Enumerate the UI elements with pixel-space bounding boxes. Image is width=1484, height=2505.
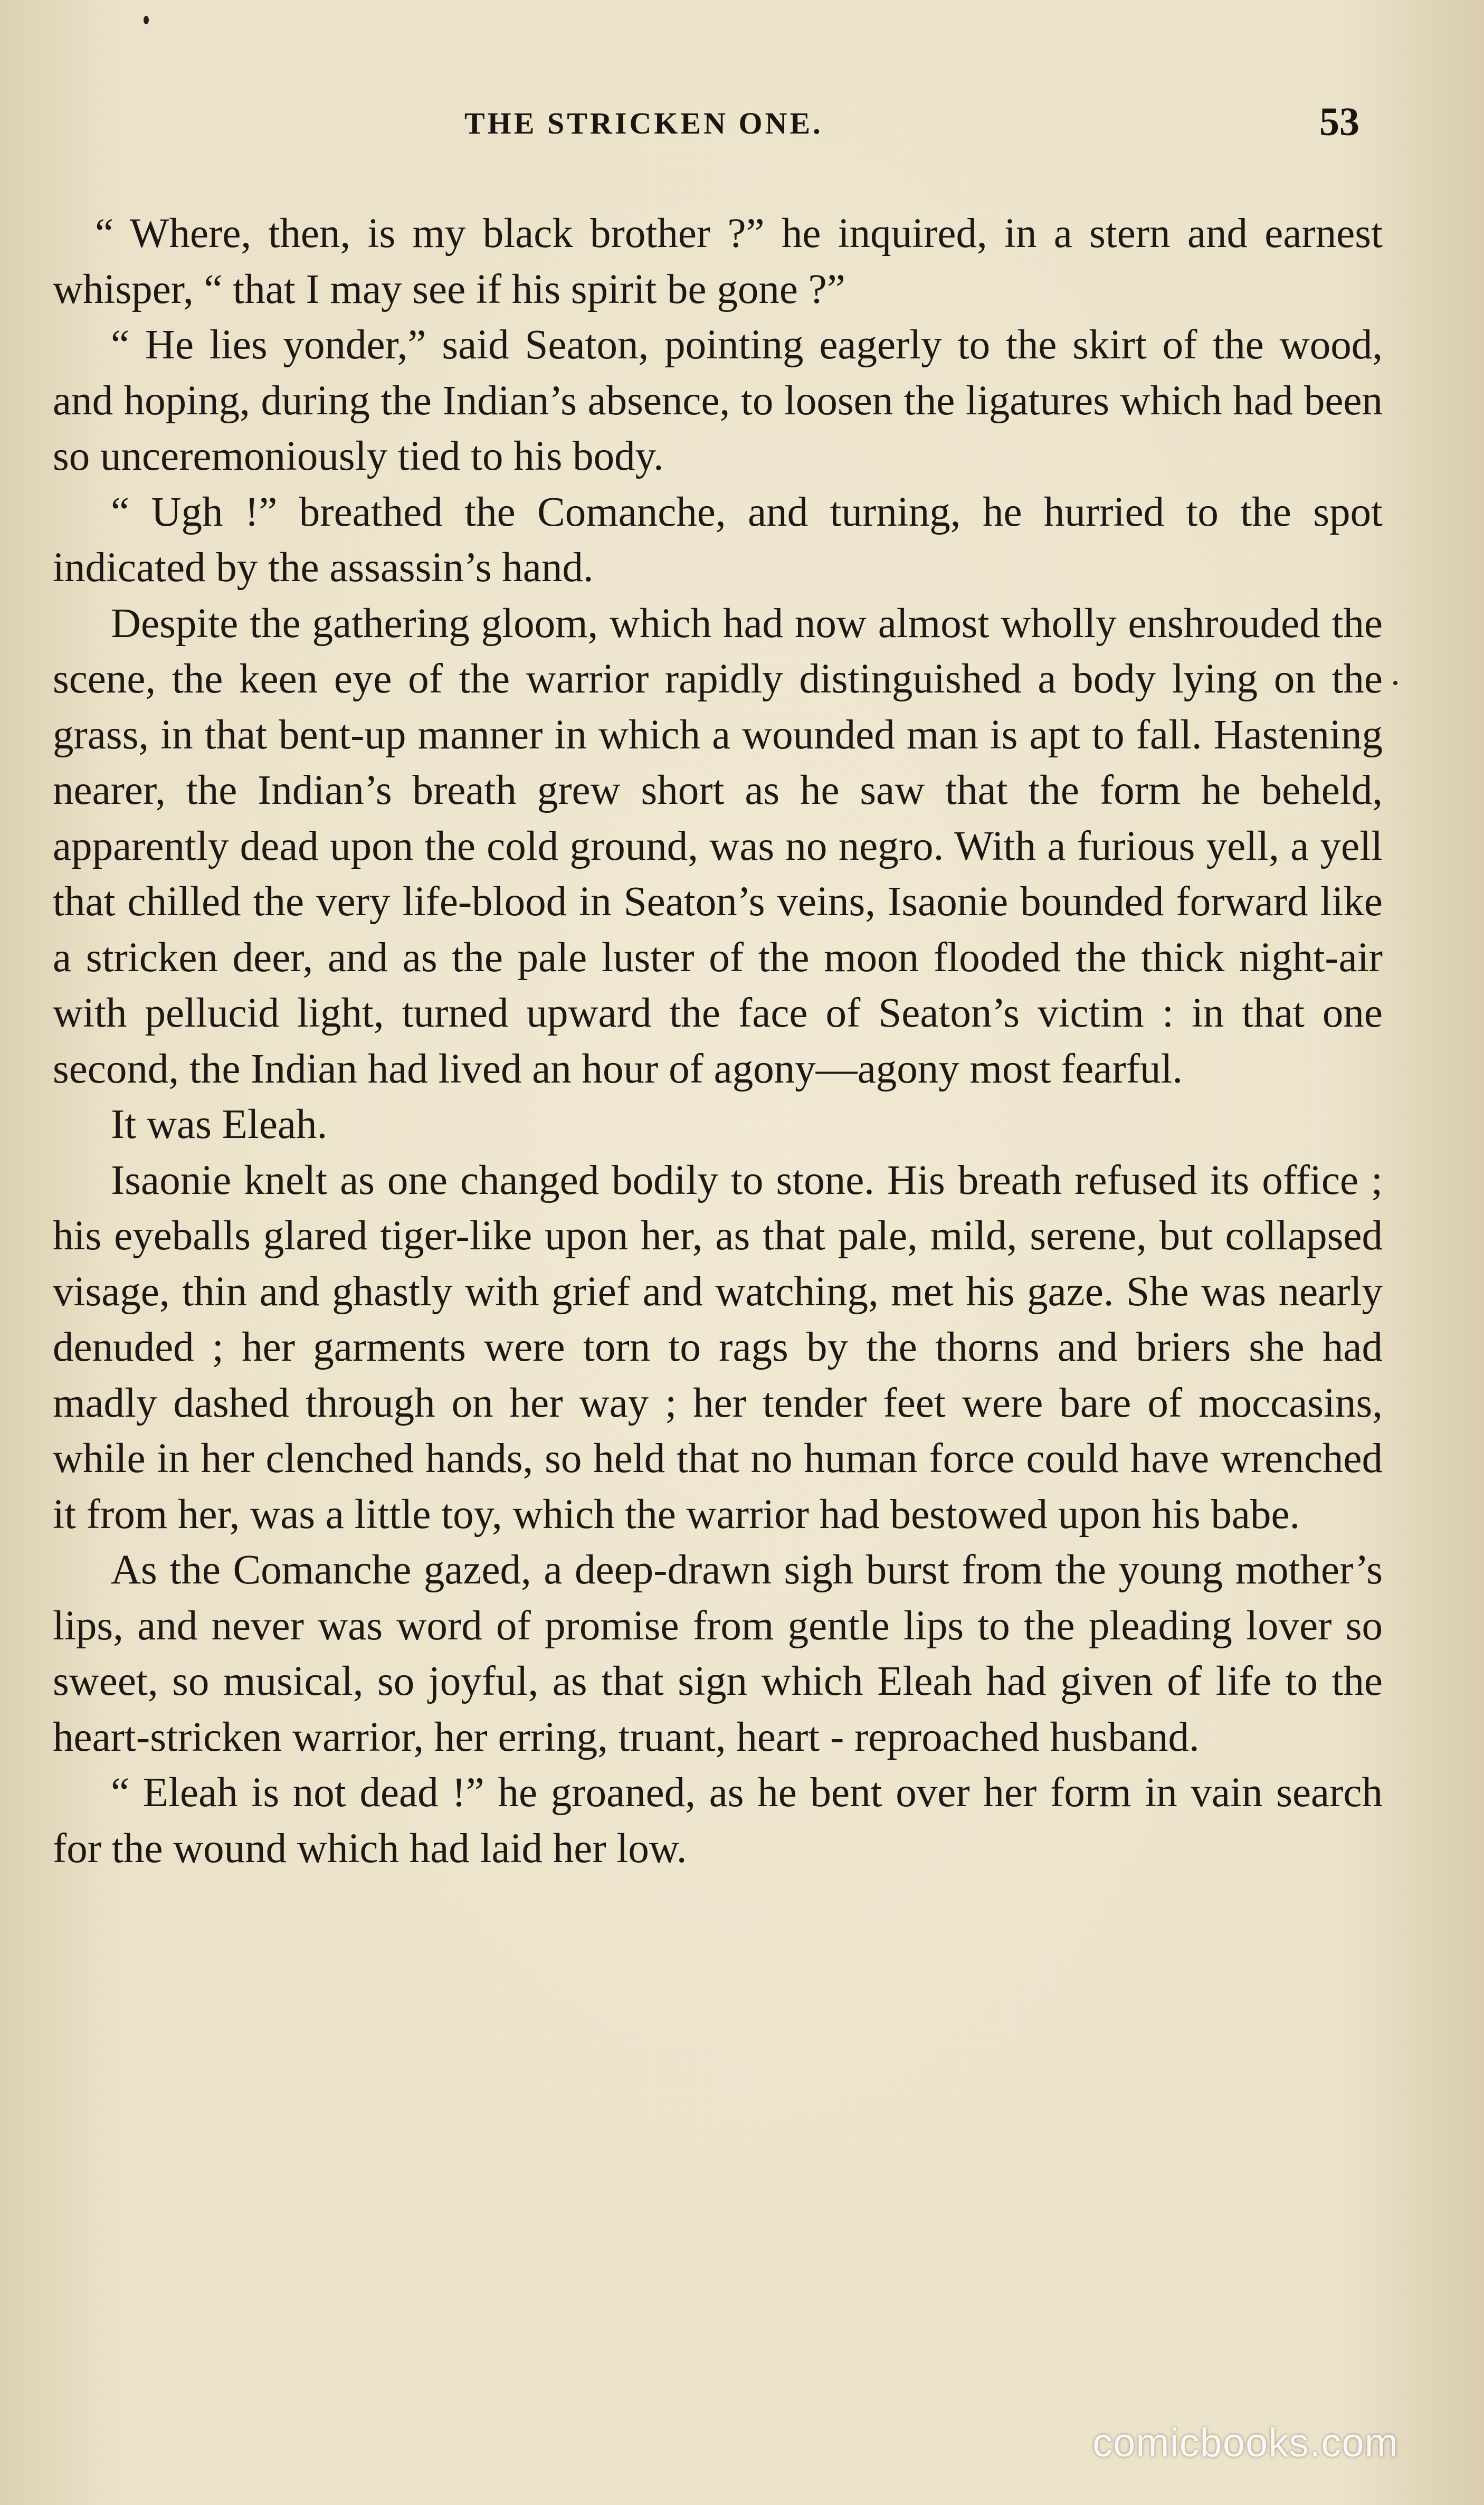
body-text xyxy=(53,206,1383,1876)
running-head: THE STRICKEN ONE. xyxy=(464,106,823,140)
paragraph: “ Where, then, is my black brother ?” he inquired, in a stern and earnest whisper, “ that I may see if his spirit be gone ?” xyxy=(53,211,1383,312)
page-number: 53 xyxy=(1319,100,1359,144)
ink-speck xyxy=(1393,681,1397,685)
paragraph: Despite the gathering gloom, which had now almost wholly enshrouded the scene, the keen eye of the warrior rapidly distinguished a body lying on the grass, in that bent-up manner in which a wounded man is apt to fall. Hastening nearer, the Indian’s breath grew short as he saw that the form he beheld, apparently dead upon the cold ground, was no negro. With a furious yell, a yell that chilled the very life-blood in Seaton’s veins, Isaonie bounded forward like a stricken deer, and as the pale luster of the moon flooded the thick night-air with pellucid light, turned upward the face of Seaton’s victim : in that one second, the Indian had lived an hour of agony—agony most fearful. xyxy=(53,600,1383,1092)
watermark-logo: comicbooks.com xyxy=(1092,2421,1399,2465)
paragraph: Isaonie knelt as one changed bodily to stone. His breath refused its office ; his eyeballs glared tiger-like upon her, as that pale, mild, serene, but collapsed visage, thin and ghastly with grief and watching, met his gaze. She was nearly denuded ; her garments were torn to rags by the thorns and briers she had madly dashed through on her way ; her tender feet were bare of moccasins, while in her clenched hands, so held that no human force could have wrenched it from her, was a little toy, which the warrior had bestowed upon his babe. xyxy=(53,1157,1383,1538)
ink-speck xyxy=(144,16,149,24)
paragraph: “ He lies yonder,” said Seaton, pointing eagerly to the skirt of the wood, and hoping, during the Indian’s absence, to loosen the ligatures which had been so unceremoniously tied to his body. xyxy=(53,322,1383,479)
paragraph: As the Comanche gazed, a deep-drawn sigh burst from the young mother’s lips, and never was word of promise from gentle lips to the pleading lover so sweet, so musical, so joyful, as that sign which Eleah had given of life to the heart-stricken warrior, her erring, truant, heart - reproached husband. xyxy=(53,1547,1383,1760)
paragraph: “ Ugh !” breathed the Comanche, and turning, he hurried to the spot indicated by the assassin’s hand. xyxy=(53,489,1383,591)
paragraph: “ Eleah is not dead !” he groaned, as he bent over her form in vain search for the wound which had laid her low. xyxy=(53,1770,1383,1872)
paragraph: It was Eleah. xyxy=(111,1102,328,1147)
